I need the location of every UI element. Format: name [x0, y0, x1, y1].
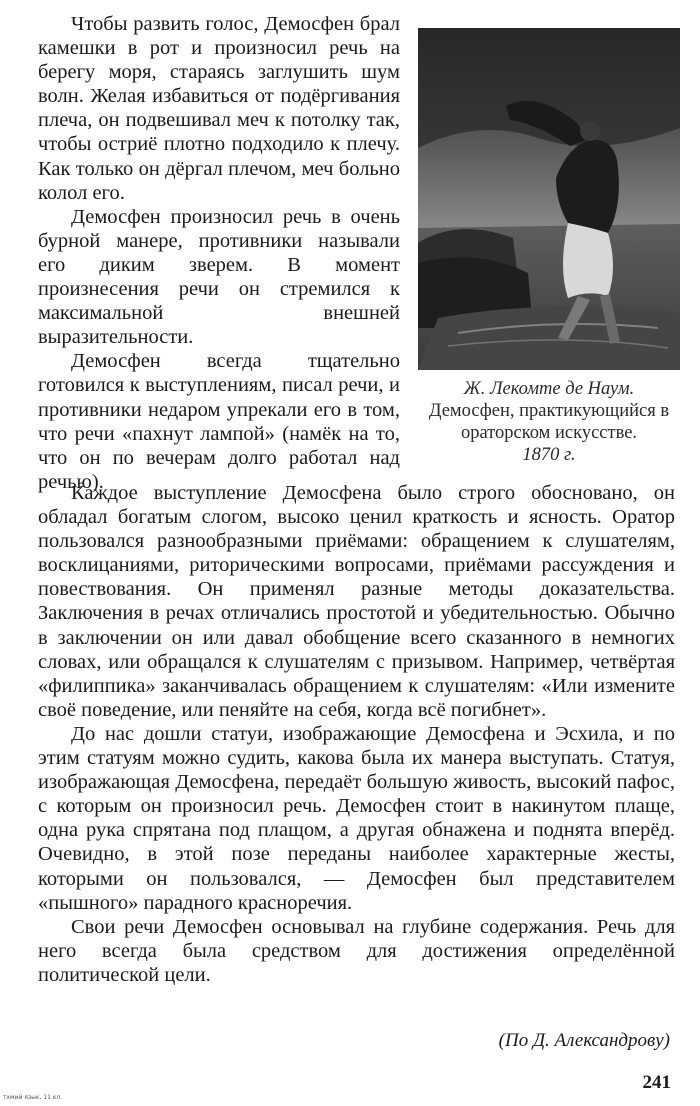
caption-year: 1870 г.	[522, 445, 576, 465]
illustration-figure	[418, 28, 680, 466]
source-attribution: (По Д. Александрову)	[498, 1030, 670, 1051]
paragraph: Демосфен произносил речь в очень бурной манере, противники называли его диким зверем. В момент произнесения речи он стремился к максимальной внешней выразительности.	[38, 205, 400, 349]
paragraph: До нас дошли статуи, изображающие Демосфена и Эсхила, и по этим статуям можно судить, какова была их манера выступать. Статуя, изображающая Демосфена, передаёт большую живость, высокий пафос, с которым он произносил речь. Демосфен стоит в накинутом плаще, одна рука спрятана под плащом, а другая обнажена и поднята вперёд. Очевидно, в этой позе переданы наиболее характерные жесты, которыми он пользовался, — Демосфен был представителем «пышного» парадного красноречия.	[38, 722, 675, 914]
body-text-column	[38, 481, 675, 987]
footer-note: тхмий язык, 11 кл.	[3, 1094, 63, 1101]
page-number: 241	[642, 1072, 671, 1093]
figure-caption	[418, 378, 680, 466]
lead-text-column	[38, 12, 400, 494]
painting-image	[418, 28, 680, 370]
caption-title: Демосфен, практикующийся в ораторском искусстве.	[428, 401, 670, 443]
caption-author: Ж. Лекомте де Наум.	[463, 379, 635, 399]
paragraph: Свои речи Демосфен основывал на глубине содержания. Речь для него всегда была средством для достижения определённой политической цели.	[38, 915, 675, 986]
paragraph: Демосфен всегда тщательно готовился к выступлениям, писал речи, и противники недаром упрекали его в том, что речи «пахнут лампой» (намёк на то, что он по вечерам долго работал над речью).	[38, 350, 400, 493]
paragraph: Чтобы развить голос, Демосфен брал камешки в рот и произносил речь на берегу моря, стараясь заглушить шум волн. Желая избавиться от подёргивания плеча, он подвешивал меч к потолку так, чтобы остриё плотно подходило к плечу. Как только он дёргал плечом, меч больно колол его.	[38, 13, 400, 204]
paragraph: Каждое выступление Демосфена было строго обосновано, он обладал богатым слогом, высоко ценил краткость и ясность. Оратор пользовался разнообразными приёмами: обращением к слушателям, восклицаниями, риторическими вопросами, приёмами рассуждения и повествования. Он применял разные методы доказательства. Заключения в речах отличались простотой и убедительностью. Обычно в заключении он или давал обобщение всего сказанного в немногих словах, или обращался к слушателям с призывом. Например, четвёртая «филиппика» заканчивалась обращением к слушателям: «Или измените своё поведение, или пеняйте на себя, когда всё погибнет».	[38, 482, 675, 721]
